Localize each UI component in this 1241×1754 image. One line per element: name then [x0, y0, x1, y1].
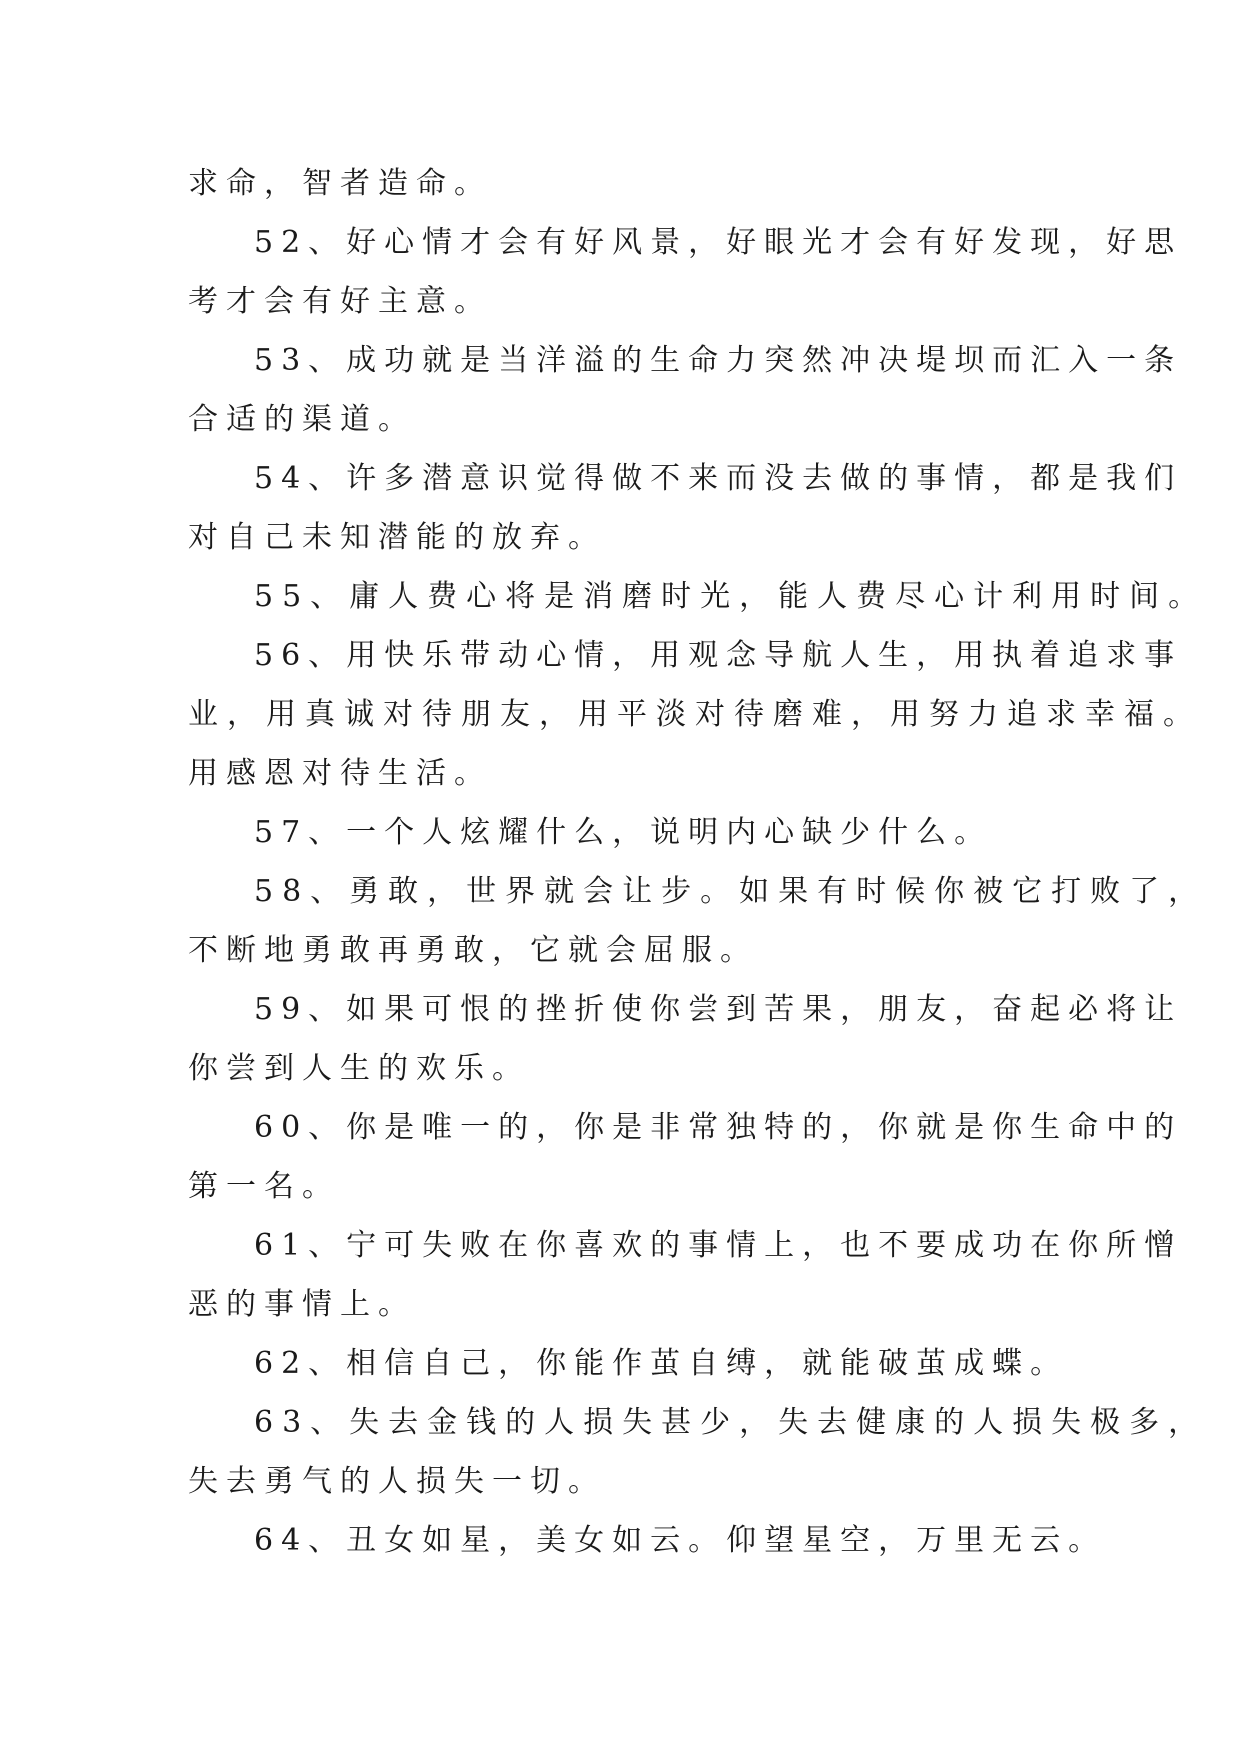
quote-53: 53、成功就是当洋溢的生命力突然冲决堤坝而汇入一条	[254, 343, 1183, 378]
quote-53-continuation: 合适的渠道。	[188, 402, 416, 437]
quote-52: 52、好心情才会有好风景，好眼光才会有好发现，好思	[254, 225, 1183, 260]
quote-60: 60、你是唯一的，你是非常独特的，你就是你生命中的	[254, 1110, 1183, 1145]
quote-64: 64、丑女如星，美女如云。仰望星空，万里无云。	[254, 1523, 1107, 1558]
quote-59: 59、如果可恨的挫折使你尝到苦果，朋友，奋起必将让	[254, 992, 1183, 1027]
quote-56: 56、用快乐带动心情，用观念导航人生，用执着追求事	[254, 638, 1183, 673]
quote-58-continuation: 不断地勇敢再勇敢，它就会屈服。	[188, 933, 758, 968]
quote-52-continuation: 考才会有好主意。	[188, 284, 492, 319]
quote-57: 57、一个人炫耀什么，说明内心缺少什么。	[254, 815, 993, 850]
quote-58: 58、勇敢，世界就会让步。如果有时候你被它打败了，	[254, 874, 1208, 909]
quote-63-continuation: 失去勇气的人损失一切。	[188, 1464, 606, 1499]
quote-56-continuation: 业，用真诚对待朋友，用平淡对待磨难，用努力追求幸福。	[188, 697, 1202, 732]
quote-60-continuation: 第一名。	[188, 1169, 340, 1204]
quote-54: 54、许多潜意识觉得做不来而没去做的事情，都是我们	[254, 461, 1183, 496]
quote-61-continuation: 恶的事情上。	[188, 1287, 416, 1322]
quote-61: 61、宁可失败在你喜欢的事情上，也不要成功在你所憎	[254, 1228, 1183, 1263]
quote-56-continuation: 用感恩对待生活。	[188, 756, 492, 791]
quote-55: 55、庸人费心将是消磨时光，能人费尽心计利用时间。	[254, 579, 1208, 614]
quote-54-continuation: 对自己未知潜能的放弃。	[188, 520, 606, 555]
quote-62: 62、相信自己，你能作茧自缚，就能破茧成蝶。	[254, 1346, 1069, 1381]
quote-63: 63、失去金钱的人损失甚少，失去健康的人损失极多，	[254, 1405, 1208, 1440]
quote-59-continuation: 你尝到人生的欢乐。	[188, 1051, 530, 1086]
text-line-continuation: 求命，智者造命。	[188, 166, 492, 201]
